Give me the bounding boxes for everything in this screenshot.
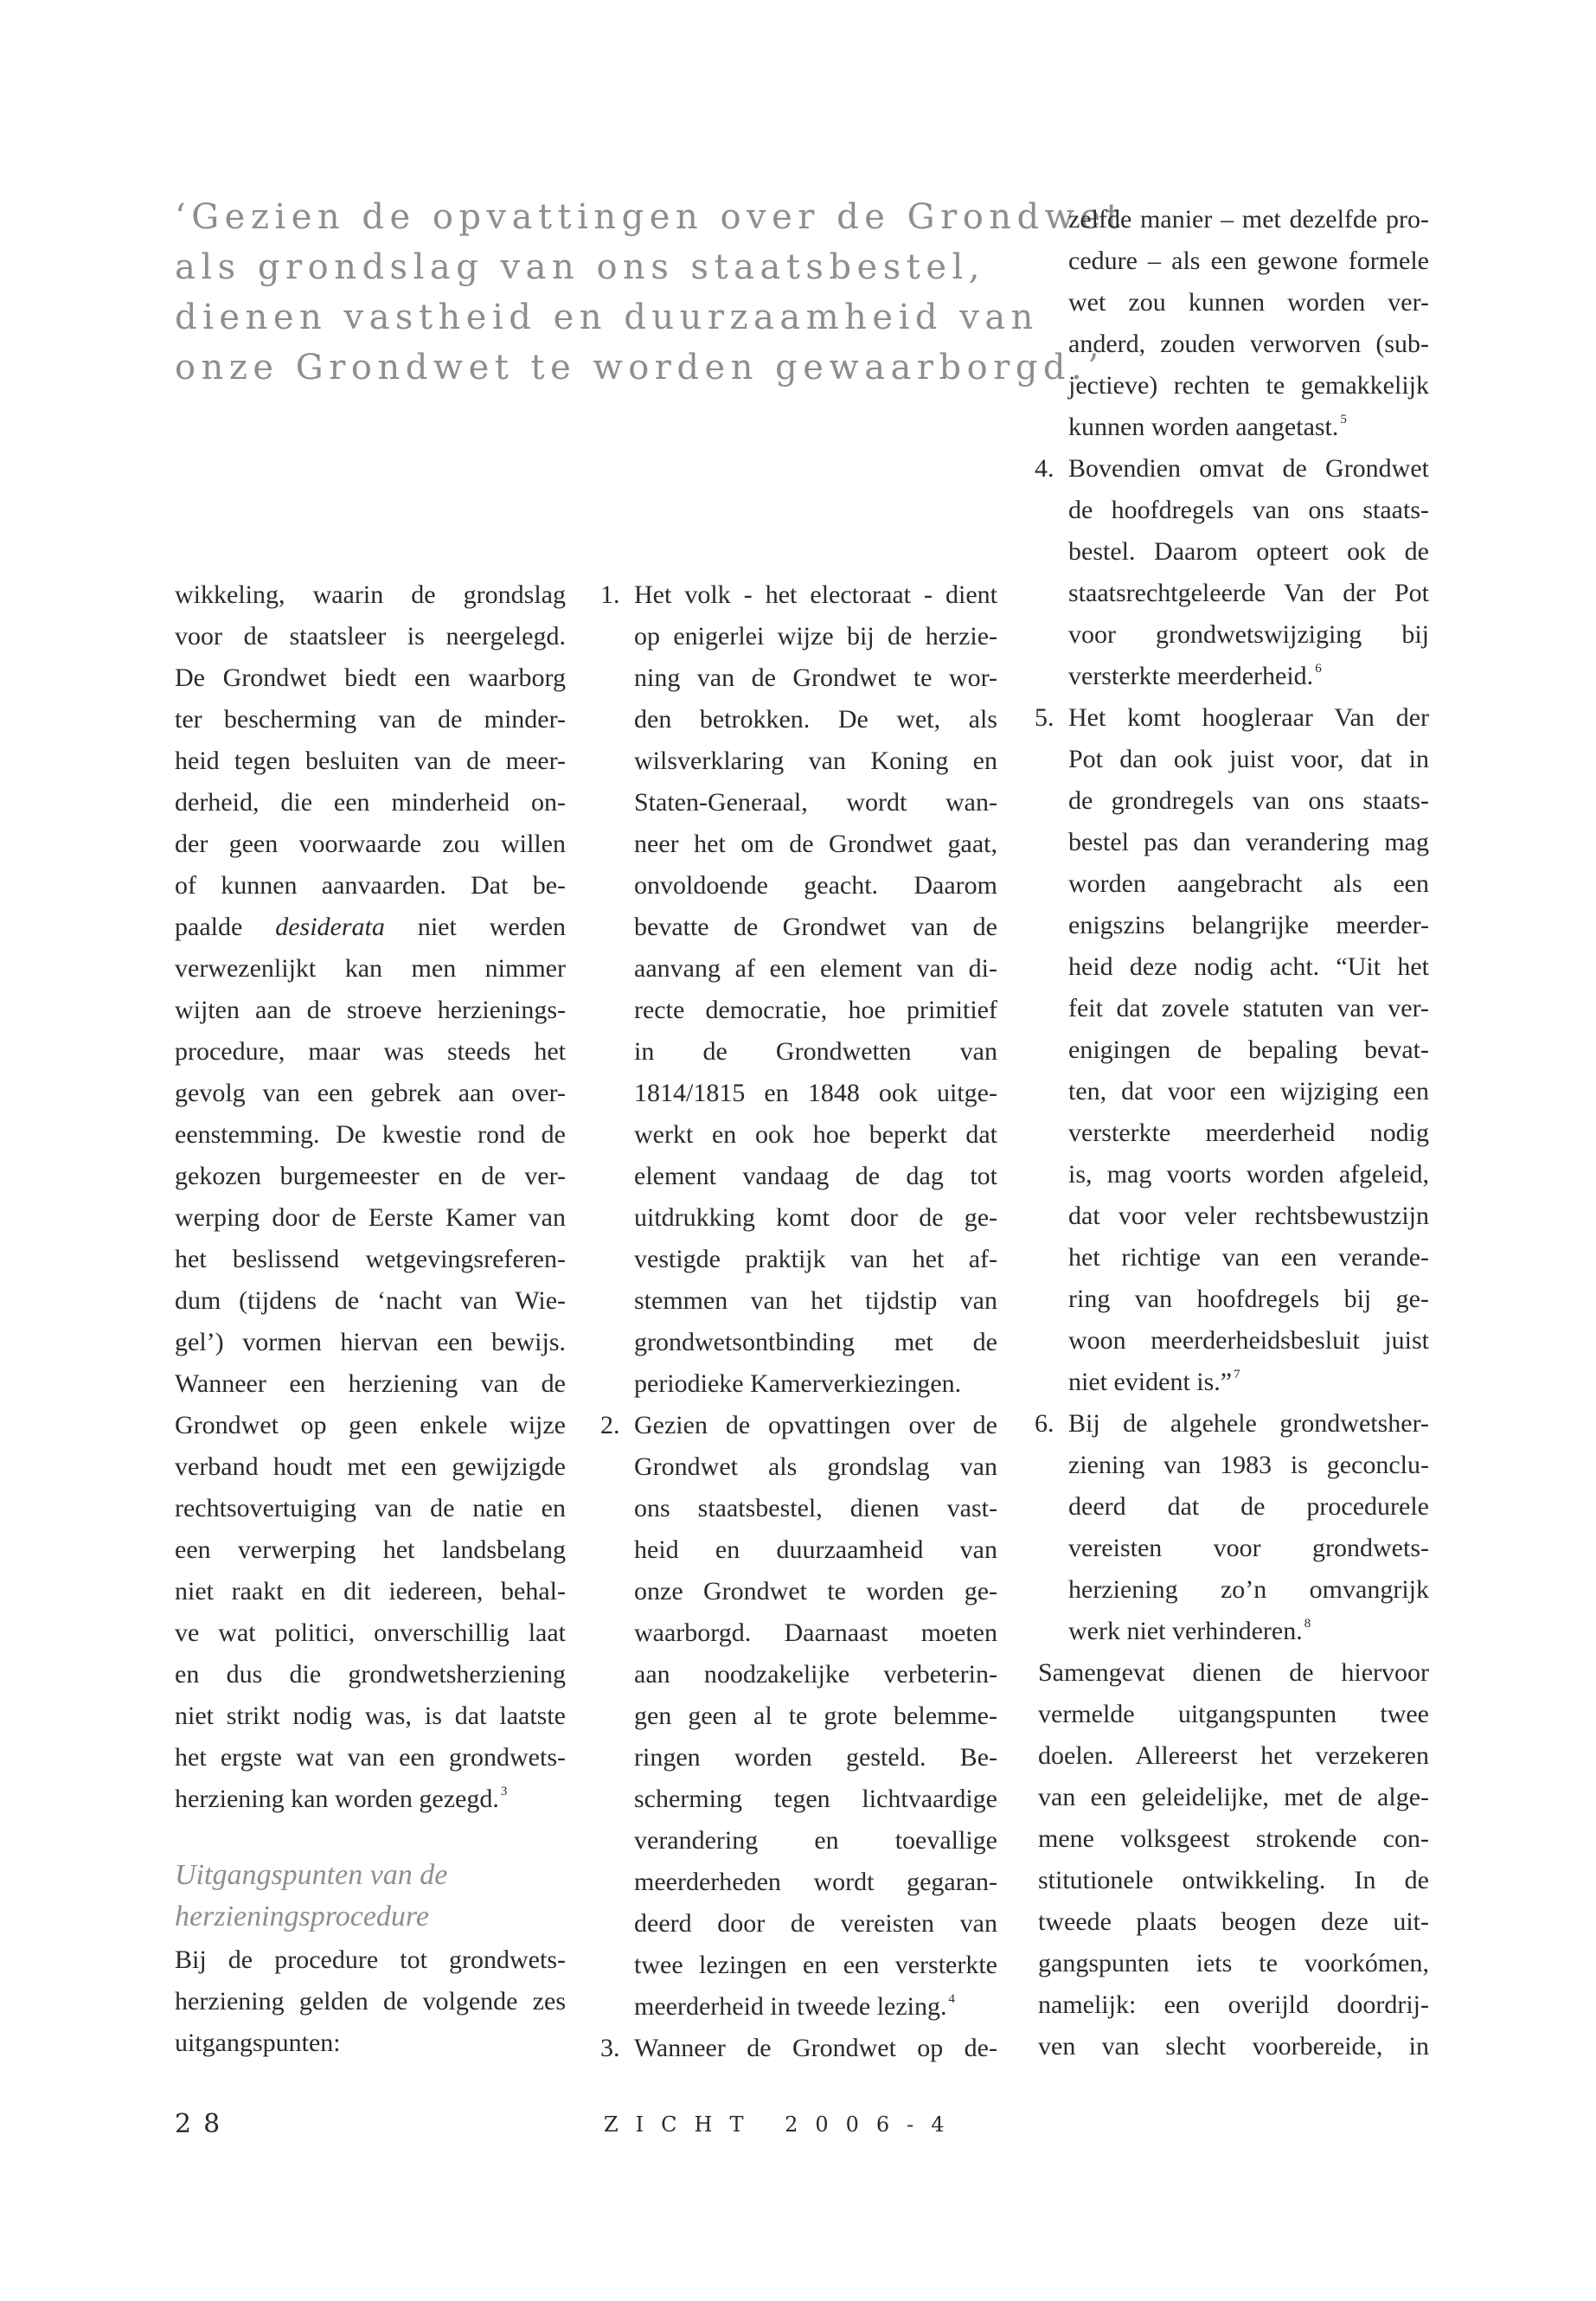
text-line: van een geleidelijke, met de alge- xyxy=(1038,1783,1429,1811)
text-line: cedure – als een gewone formele xyxy=(1068,247,1429,275)
text-line: Het volk - het electoraat - dient xyxy=(634,580,997,609)
text-line: heid tegen besluiten van de meer- xyxy=(175,747,566,775)
text-line xyxy=(175,907,566,948)
text-line: Het komt hoogleraar Van der xyxy=(1068,703,1429,732)
list-number: 1. xyxy=(600,580,620,609)
text-line: voor grondwetswijziging bij xyxy=(1068,620,1429,649)
list-item xyxy=(600,574,997,1405)
text-fragment: werk niet verhinderen. xyxy=(1068,1617,1303,1645)
text-line: bestel pas dan verandering mag xyxy=(1068,828,1429,856)
list-item-continued xyxy=(1038,199,1429,448)
text-fragment: versterkte meerderheid. xyxy=(1068,662,1314,690)
text-line: vermelde uitgangspunten twee xyxy=(1038,1700,1429,1728)
text-fragment: niet werden xyxy=(417,913,567,941)
page-number: 28 xyxy=(175,2109,233,2139)
text-line: enigszins belangrijke meerder- xyxy=(1068,911,1429,939)
text-line: eenstemming. De kwestie rond de xyxy=(175,1120,566,1149)
text-line: neer het om de Grondwet gaat, xyxy=(634,830,997,858)
text-line: enigingen de bepaling bevat- xyxy=(1068,1035,1429,1064)
text-line: rechtsovertuiging van de natie en xyxy=(175,1494,566,1522)
footnote-marker: 3 xyxy=(500,1785,508,1798)
text-line: Wanneer de Grondwet op de- xyxy=(634,2034,997,2062)
text-line: is, mag voorts worden afgeleid, xyxy=(1068,1160,1429,1189)
text-column-left xyxy=(175,574,566,2064)
text-line: ter bescherming van de minder- xyxy=(175,705,566,734)
text-line: gevolg van een gebrek aan over- xyxy=(175,1079,566,1107)
text-line: Staten-Generaal, wordt wan- xyxy=(634,788,997,817)
text-line: heid deze nodig acht. “Uit het xyxy=(1068,952,1429,981)
text-line: Bovendien omvat de Grondwet xyxy=(1068,454,1429,483)
text-line: verwezenlijkt kan men nimmer xyxy=(175,954,566,983)
text-line: aanvang af een element van di- xyxy=(634,954,997,983)
text-line: verband houdt met een gewijzigde xyxy=(175,1452,566,1481)
list-item xyxy=(1035,1403,1429,1652)
text-line: den betrokken. De wet, als xyxy=(634,705,997,734)
text-line: Wanneer een herziening van de xyxy=(175,1369,566,1398)
text-line xyxy=(175,1779,566,1820)
text-line: ringen worden gesteld. Be- xyxy=(634,1743,997,1772)
text-line: gangspunten iets te voorkómen, xyxy=(1038,1949,1429,1977)
list-number: 3. xyxy=(600,2034,620,2062)
text-line: feit dat zovele statuten van ver- xyxy=(1068,994,1429,1022)
text-line: dat voor veler rechtsbewustzijn xyxy=(1068,1202,1429,1230)
text-line: ve wat politici, onverschillig laat xyxy=(175,1618,566,1647)
text-line: gekozen burgemeester en de ver- xyxy=(175,1162,566,1190)
text-line: staatsrechtgeleerde Van der Pot xyxy=(1068,579,1429,607)
text-line xyxy=(1068,1362,1429,1403)
footnote-marker: 4 xyxy=(948,1992,955,2006)
text-line: voor de staatsleer is neergelegd. xyxy=(175,622,566,651)
list-item xyxy=(600,2028,997,2069)
text-line: versterkte meerderheid nodig xyxy=(1068,1118,1429,1147)
text-fragment: paalde xyxy=(175,913,243,941)
text-line: het richtige van een verande- xyxy=(1068,1243,1429,1272)
text-line: ten, dat voor een wijziging een xyxy=(1068,1077,1429,1106)
text-line: in de Grondwetten van xyxy=(634,1037,997,1066)
section-heading xyxy=(175,1855,566,1938)
footnote-marker: 5 xyxy=(1340,413,1347,426)
text-line: mene volksgeest strokende con- xyxy=(1038,1824,1429,1853)
text-line: ning van de Grondwet te wor- xyxy=(634,663,997,692)
text-line: de hoofdregels van ons staats- xyxy=(1068,496,1429,524)
text-line: Grondwet op geen enkele wijze xyxy=(175,1411,566,1439)
text-line: aan noodzakelijke verbeterin- xyxy=(634,1660,997,1689)
footnote-marker: 6 xyxy=(1315,662,1322,676)
text-line: wilsverklaring van Koning en xyxy=(634,747,997,775)
text-line: deerd door de vereisten van xyxy=(634,1909,997,1938)
text-line: Grondwet als grondslag van xyxy=(634,1452,997,1481)
text-line: onze Grondwet te worden ge- xyxy=(634,1577,997,1606)
text-fragment: meerderheid in tweede lezing. xyxy=(634,1992,947,2021)
text-line xyxy=(1068,1611,1429,1652)
text-line: vestigde praktijk van het af- xyxy=(634,1245,997,1273)
text-fragment: kunnen worden aangetast. xyxy=(1068,413,1339,441)
text-line: de grondregels van ons staats- xyxy=(1068,786,1429,815)
text-line: worden aangebracht als een xyxy=(1068,869,1429,898)
text-line: uitgangspunten: xyxy=(175,2029,341,2057)
text-line: twee lezingen en een versterkte xyxy=(634,1951,997,1979)
list-number: 4. xyxy=(1035,454,1054,483)
text-line: Gezien de opvattingen over de xyxy=(634,1411,997,1439)
text-line: of kunnen aanvaarden. Dat be- xyxy=(175,871,566,900)
text-line xyxy=(1068,407,1429,448)
pull-quote-line: dienen vastheid en duurzaamheid van xyxy=(175,298,1039,337)
text-line: namelijk: een overijld doordrij- xyxy=(1038,1990,1429,2019)
pull-quote xyxy=(175,192,1126,393)
list-number: 5. xyxy=(1035,703,1054,732)
text-line: periodieke Kamerverkiezingen. xyxy=(634,1369,962,1398)
text-line: en dus die grondwetsherziening xyxy=(175,1660,566,1689)
text-line: ven van slecht voorbereide, in xyxy=(1038,2032,1429,2061)
text-line: werkt en ook hoe beperkt dat xyxy=(634,1120,997,1149)
text-line: gen geen al te grote belemme- xyxy=(634,1702,997,1730)
text-line: jectieve) rechten te gemakkelijk xyxy=(1068,371,1429,400)
pull-quote-line: als grondslag van ons staatsbestel, xyxy=(175,247,986,287)
text-line: ons staatsbestel, dienen vast- xyxy=(634,1494,997,1522)
text-line: onvoldoende geacht. Daarom xyxy=(634,871,997,900)
text-line: recte democratie, hoe primitief xyxy=(634,996,997,1024)
pull-quote-line: ‘Gezien de opvattingen over de Grondwet xyxy=(175,197,1126,237)
section-heading-line: Uitgangspunten van de xyxy=(175,1859,448,1891)
text-fragment: niet evident is.” xyxy=(1068,1368,1233,1396)
text-line: Pot dan ook juist voor, dat in xyxy=(1068,745,1429,773)
text-line: procedure, maar was steeds het xyxy=(175,1037,566,1066)
text-line: Bij de procedure tot grondwets- xyxy=(175,1945,566,1974)
text-line: De Grondwet biedt een waarborg xyxy=(175,663,566,692)
text-column-right xyxy=(1035,199,1429,2067)
text-line: Bij de algehele grondwetsher- xyxy=(1068,1409,1429,1438)
text-line xyxy=(1068,656,1429,697)
text-line: ring van hoofdregels bij ge- xyxy=(1068,1285,1429,1313)
text-line: ziening van 1983 is geconclu- xyxy=(1068,1451,1429,1479)
text-line: zelfde manier – met dezelfde pro- xyxy=(1068,205,1429,234)
text-line: grondwetsontbinding met de xyxy=(634,1328,997,1356)
text-line: uitdrukking komt door de ge- xyxy=(634,1203,997,1232)
text-line: element vandaag de dag tot xyxy=(634,1162,997,1190)
list-item xyxy=(600,1405,997,2028)
text-line: wijten aan de stroeve herzienings- xyxy=(175,996,566,1024)
text-line: wet zou kunnen worden ver- xyxy=(1068,288,1429,317)
text-line: bevatte de Grondwet van de xyxy=(634,913,997,941)
text-fragment: herziening kan worden gezegd. xyxy=(175,1785,499,1813)
journal-footer: ZICHT 2006-4 xyxy=(604,2112,962,2137)
text-line: herziening zo’n omvangrijk xyxy=(1068,1575,1429,1604)
text-line: dum (tijdens de ‘nacht van Wie- xyxy=(175,1286,566,1315)
text-line xyxy=(634,1986,997,2028)
text-line: op enigerlei wijze bij de herzie- xyxy=(634,622,997,651)
text-line: der geen voorwaarde zou willen xyxy=(175,830,566,858)
footnote-marker: 8 xyxy=(1304,1617,1311,1631)
list-number: 6. xyxy=(1035,1409,1054,1438)
list-item xyxy=(1035,448,1429,697)
text-line: herziening gelden de volgende zes xyxy=(175,1987,566,2016)
text-line: een verwerping het landsbelang xyxy=(175,1535,566,1564)
text-line: verandering en toevallige xyxy=(634,1826,997,1855)
section-heading-line: herzieningsprocedure xyxy=(175,1900,429,1932)
text-line: meerderheden wordt gegaran- xyxy=(634,1868,997,1896)
italic-term: desiderata xyxy=(275,913,385,941)
text-line: 1814/1815 en 1848 ook uitge- xyxy=(634,1079,997,1107)
text-line: waarborgd. Daarnaast moeten xyxy=(634,1618,997,1647)
pull-quote-line: onze Grondwet te worden gewaarborgd.’ xyxy=(175,348,1105,388)
text-line: het beslissend wetgevingsreferen- xyxy=(175,1245,566,1273)
list-number: 2. xyxy=(600,1411,620,1439)
text-line: scherming tegen lichtvaardige xyxy=(634,1785,997,1813)
text-line: anderd, zouden verworven (sub- xyxy=(1068,330,1429,358)
text-line: niet strikt nodig was, is dat laatste xyxy=(175,1702,566,1730)
text-line: wikkeling, waarin de grondslag xyxy=(175,580,566,609)
text-line: woon meerderheidsbesluit juist xyxy=(1068,1326,1429,1355)
text-line: Samengevat dienen de hiervoor xyxy=(1038,1658,1429,1687)
text-line: doelen. Allereerst het verzekeren xyxy=(1038,1741,1429,1770)
text-line: bestel. Daarom opteert ook de xyxy=(1068,537,1429,566)
text-line: gel’) vormen hiervan een bewijs. xyxy=(175,1328,566,1356)
text-line: werping door de Eerste Kamer van xyxy=(175,1203,566,1232)
text-line: vereisten voor grondwets- xyxy=(1068,1534,1429,1562)
text-line: stemmen van het tijdstip van xyxy=(634,1286,997,1315)
list-item xyxy=(1035,697,1429,1403)
text-line: heid en duurzaamheid van xyxy=(634,1535,997,1564)
text-line: deerd dat de procedurele xyxy=(1068,1492,1429,1521)
text-line: niet raakt en dit iedereen, behal- xyxy=(175,1577,566,1606)
text-line: tweede plaats beogen deze uit- xyxy=(1038,1907,1429,1936)
text-line: derheid, die een minderheid on- xyxy=(175,788,566,817)
footnote-marker: 7 xyxy=(1234,1368,1240,1381)
text-column-middle xyxy=(600,574,997,2069)
text-line: het ergste wat van een grondwets- xyxy=(175,1743,566,1772)
text-line: stitutionele ontwikkeling. In de xyxy=(1038,1866,1429,1894)
